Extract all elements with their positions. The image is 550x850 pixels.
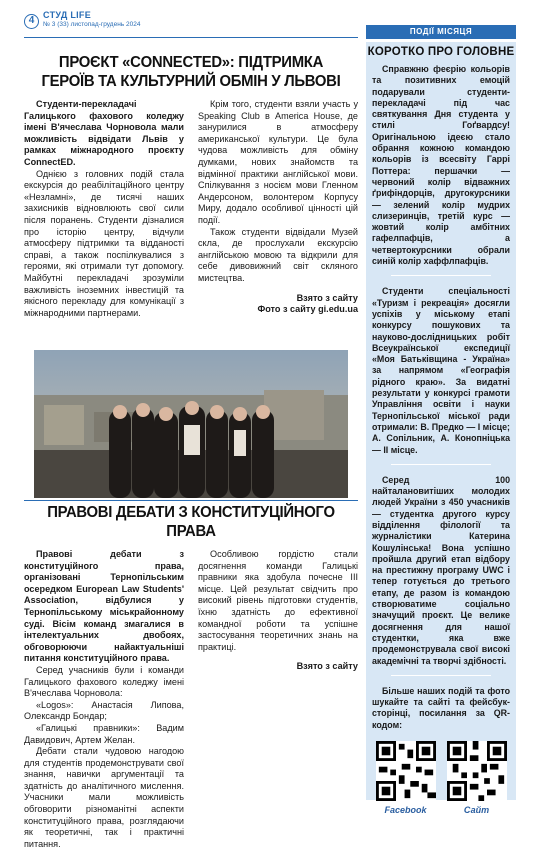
issue-line: № 3 (33) листопад-грудень 2024: [43, 21, 141, 28]
sidebar-text: Більше наших подій та фото шукайте та сайті та фейсбук-сторінці, посилання за QR-кодом:: [372, 685, 510, 730]
page-number: 4: [24, 14, 39, 29]
team-line: «Logos»: Анастасія Липова, Олександр Бондар;: [24, 699, 184, 722]
sidebar-text: Студенти спеціальності «Туризм і рекреація» досягли успіхів у міському етапі конкурсу пошукових та науково-дослідницьких робіт Всеукраїнської експедиції «Моя Батьківщина - Україна» за напрямом «Географія рідного краю». За видатні результати у конкурсі грамоти Управління освіти і науки Тернопільської міської ради отримали: В. Предко — І місце; А. Сопільник, А. Конопніцька — ІІ місце.: [372, 286, 510, 455]
news-sidebar: [366, 42, 516, 816]
sidebar-divider: [391, 464, 491, 465]
qr-code-icon[interactable]: [447, 741, 507, 801]
sidebar-item: [366, 475, 516, 667]
article-paragraph: Також студенти відвідали Музей скла, де прослухали екскурсію англійською мовою та відкрили для себе дивовижний світ скляного мистецтва.: [198, 226, 358, 283]
photo-credit: Фото з сайту gi.edu.ua: [257, 304, 358, 315]
source-credit: Взято з сайту: [296, 661, 358, 672]
group-photo: [34, 350, 348, 498]
article-title: ПРОЄКТ «CONNECTED»: ПІДТРИМКА ГЕРОЇВ ТА КУЛЬТУРНИЙ ОБМІН У ЛЬВОВІ: [41, 54, 341, 90]
sidebar-divider: [391, 675, 491, 676]
sidebar-item: [366, 64, 516, 267]
article-connected: [24, 47, 358, 319]
article-debates: [24, 501, 358, 850]
page-header: [0, 0, 550, 40]
article-paragraph: Крім того, студенти взяли участь у Speaking Club в America House, де занурилися в атмосферу американської культури. Це була чудова можливість для обміну думками, нових знайомств та відмінної практики англійської мови. Спілкування з носієм мови Гленном Андерсоном, волонтером Корпусу Миру, додало особливої цінності цій події.: [198, 99, 358, 225]
article-lead: Студенти-перекладачі Галицького фахового коледжу імені В'ячеслава Чорновола мали можливість відвідати Львів у рамках міжнародного проєкту ConnectED.: [24, 99, 184, 167]
article-column-left: [24, 549, 184, 850]
qr-codes: [366, 741, 516, 815]
qr-site[interactable]: [447, 741, 507, 815]
article-paragraph: Особливою гордістю стали досягнення команди Галицькі правники яка здобула почесне ІІІ місце. Цей результат свідчить про високий рівень підготовки студентів, їхню здатність до ефективної командної роботи та успішне застосування теоретичних знань на практиці.: [198, 549, 358, 652]
source-credit: Взято з сайту: [296, 292, 358, 303]
qr-facebook[interactable]: [376, 741, 436, 815]
masthead-title: СТУД LIFE: [43, 10, 92, 20]
section-tag: ПОДІЇ МІСЯЦЯ: [366, 25, 516, 39]
article-column-right: [198, 549, 358, 850]
team-line: «Галицькі правники»: Вадим Давидович, Артем Желан.: [24, 722, 184, 745]
sidebar-item: [366, 286, 516, 455]
article-paragraph: Однією з головних подій стала екскурсія до реабілітаційного центру «Незламні», де тисячі наших захисників відновлюють свої сили після поранень. Студенти дізналися про історію центру, відчули атмосферу підтримки та відданості справі, а також поспілкувалися з героями, які отримали тут допомогу. Майбутні перекладачі зрозуміли важливість іноземних інвестицій та якісного перекладу для комунікації з міжнародними партнерами.: [24, 168, 184, 318]
header-divider: [24, 37, 358, 38]
sidebar-text: Серед 100 найталановитіших молодих людей України з 450 учасників — студентка другого курсу відділення філології та журналістики Катерина Кошулінська! Вона успішно пройшла другий етап відбору на престижну програму UWC і тепер готується до третього етапу, де разом із командою створюватиме соціально значущий проєкт. Це велике досягнення для нашої студентки, яка вже продемонструвала свої високі академічні та творчі здібності.: [372, 474, 510, 666]
masthead: [43, 11, 140, 29]
qr-code-icon[interactable]: [376, 741, 436, 801]
article-paragraph: Дебати стали чудовою нагодою для студентів продемонструвати свої знання, навички аргументації та здатність до аналітичного мислення. Учасники мали можливість обговорити різноманітні аспекти конституційного права, розглядаючи як теоретичні, так і практичні питання.: [24, 746, 184, 849]
sidebar-text: Справжню феєрію кольорів та позитивних емоцій подарували студенти-перекладачі під час святкування Дня студента у стилі Гоґвардсу! Оригінальною ідеєю стало обрання кожною командою кольорів із всесвіту Гаррі Поттера: першачки — червоний колір відважних ґрифіндорців, другокурсники — зелений колір мудрих слизеринців, третій курс — жовтий колір амбітних гафелпафців, а четвертокурсники обрали синій колір хаффлпафців.: [372, 64, 510, 267]
article-column-left: [24, 99, 184, 319]
sidebar-title: КОРОТКО ПРО ГОЛОВНЕ: [367, 46, 515, 58]
article-title: ПРАВОВІ ДЕБАТИ З КОНСТИТУЦІЙНОГО ПРАВА: [47, 504, 335, 540]
article-paragraph: Серед учасників були і команди Галицького фахового коледжу імені В'ячеслава Чорновола:: [24, 664, 184, 699]
article-column-right: [198, 99, 358, 319]
sidebar-item: [366, 686, 516, 731]
article-lead: Правові дебати з конституційного права, організовані Тернопільським осередком European Law Students' Association, відбулися у Тернопільському міськрайонному суді. Вісім команд змагалися в інтелектуальних двобоях, обговорюючи найактуальніші питання конституційного права.: [24, 549, 184, 664]
qr-label: Facebook: [384, 805, 427, 816]
sidebar-divider: [391, 275, 491, 276]
qr-label: Сайт: [463, 805, 490, 816]
